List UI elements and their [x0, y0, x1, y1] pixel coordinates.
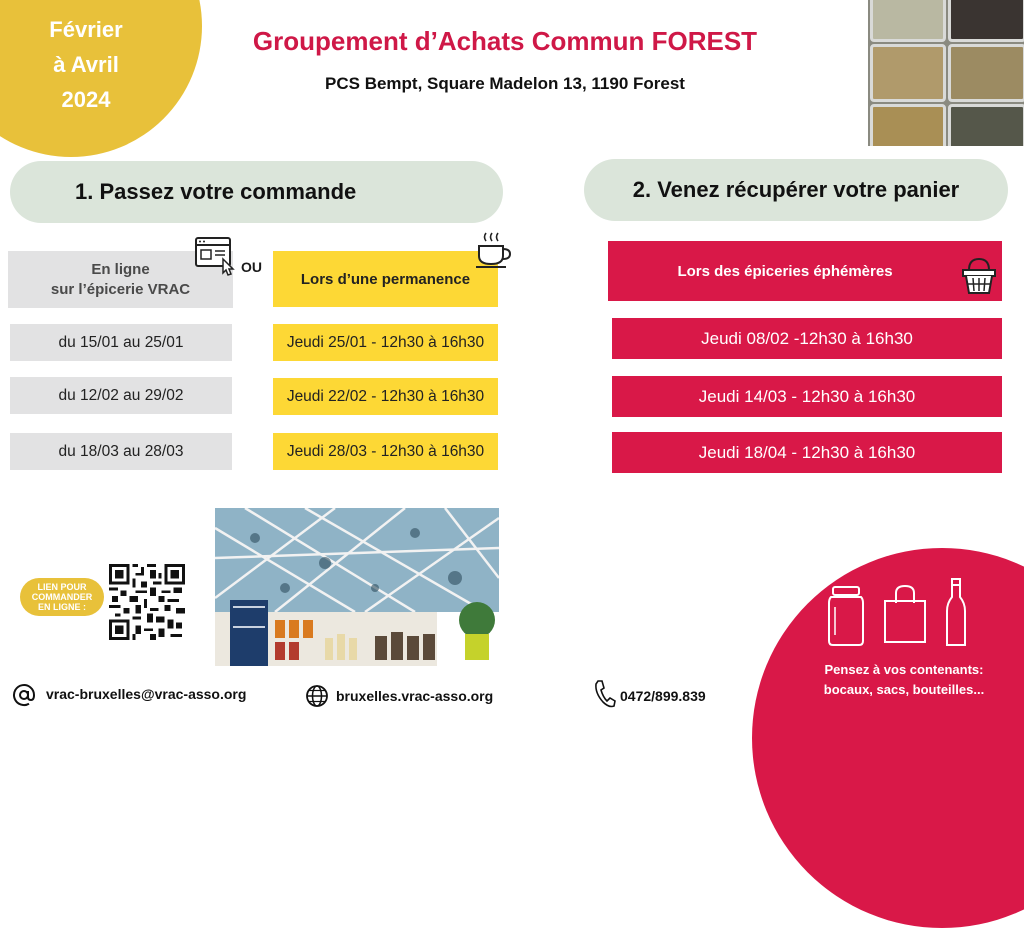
page-title: Groupement d’Achats Commun FOREST	[252, 26, 758, 56]
link-badge-line1: LIEN POUR	[37, 582, 87, 592]
containers-reminder	[790, 660, 1018, 700]
basket-icon	[961, 256, 997, 296]
address: PCS Bempt, Square Madelon 13, 1190 Forest	[325, 74, 685, 93]
containers-line2: bocaux, sacs, bouteilles...	[823, 682, 985, 697]
step1-title: 1. Passez votre commande	[75, 179, 357, 204]
online-line2: sur l’épicerie VRAC	[50, 280, 191, 298]
web-order-icon	[195, 237, 237, 277]
order-link-badge	[20, 578, 104, 616]
online-date-1: du 15/01 au 25/01	[10, 324, 232, 361]
epiceries-title: Lors des épiceries éphémères	[677, 262, 893, 280]
shop-interior-photo	[215, 508, 499, 666]
period-label	[20, 12, 152, 117]
period-line3: 2024	[61, 87, 111, 112]
jar-icon	[826, 585, 866, 647]
bottle-icon	[944, 577, 968, 649]
epicerie-date-1: Jeudi 08/02 -12h30 à 16h30	[612, 318, 1002, 359]
epicerie-date-3: Jeudi 18/04 - 12h30 à 16h30	[612, 432, 1002, 473]
contact-email[interactable]: vrac-bruxelles@vrac-asso.org	[46, 686, 247, 702]
online-date-3: du 18/03 au 28/03	[10, 433, 232, 470]
epiceries-header	[608, 241, 1002, 301]
period-line1: Février	[49, 17, 123, 42]
contact-website[interactable]: bruxelles.vrac-asso.org	[336, 688, 494, 704]
permanence-date-2: Jeudi 22/02 - 12h30 à 16h30	[273, 378, 498, 415]
bag-icon	[882, 583, 928, 645]
step2-title: 2. Venez récupérer votre panier	[632, 177, 960, 202]
epicerie-date-2: Jeudi 14/03 - 12h30 à 16h30	[612, 376, 1002, 417]
online-line1: En ligne	[91, 260, 150, 278]
containers-line1: Pensez à vos contenants:	[824, 662, 984, 677]
permanence-date-1: Jeudi 25/01 - 12h30 à 16h30	[273, 324, 498, 361]
link-badge-line3: EN LIGNE :	[37, 602, 86, 612]
globe-icon	[305, 684, 329, 708]
step1-header	[10, 161, 503, 223]
contact-phone[interactable]: 0472/899.839	[620, 688, 706, 704]
bulk-grains-photo	[868, 0, 1024, 146]
qr-code-icon[interactable]	[108, 564, 186, 640]
link-badge-line2: COMMANDER	[31, 592, 93, 602]
phone-icon	[592, 679, 616, 709]
permanence-header: Lors d’une permanence	[273, 251, 498, 307]
step2-header	[584, 159, 1008, 221]
at-icon	[12, 683, 36, 707]
or-label: OU	[241, 259, 262, 275]
period-line2: à Avril	[53, 52, 119, 77]
permanence-date-3: Jeudi 28/03 - 12h30 à 16h30	[273, 433, 498, 470]
coffee-cup-icon	[474, 230, 514, 270]
online-date-2: du 12/02 au 29/02	[10, 377, 232, 414]
